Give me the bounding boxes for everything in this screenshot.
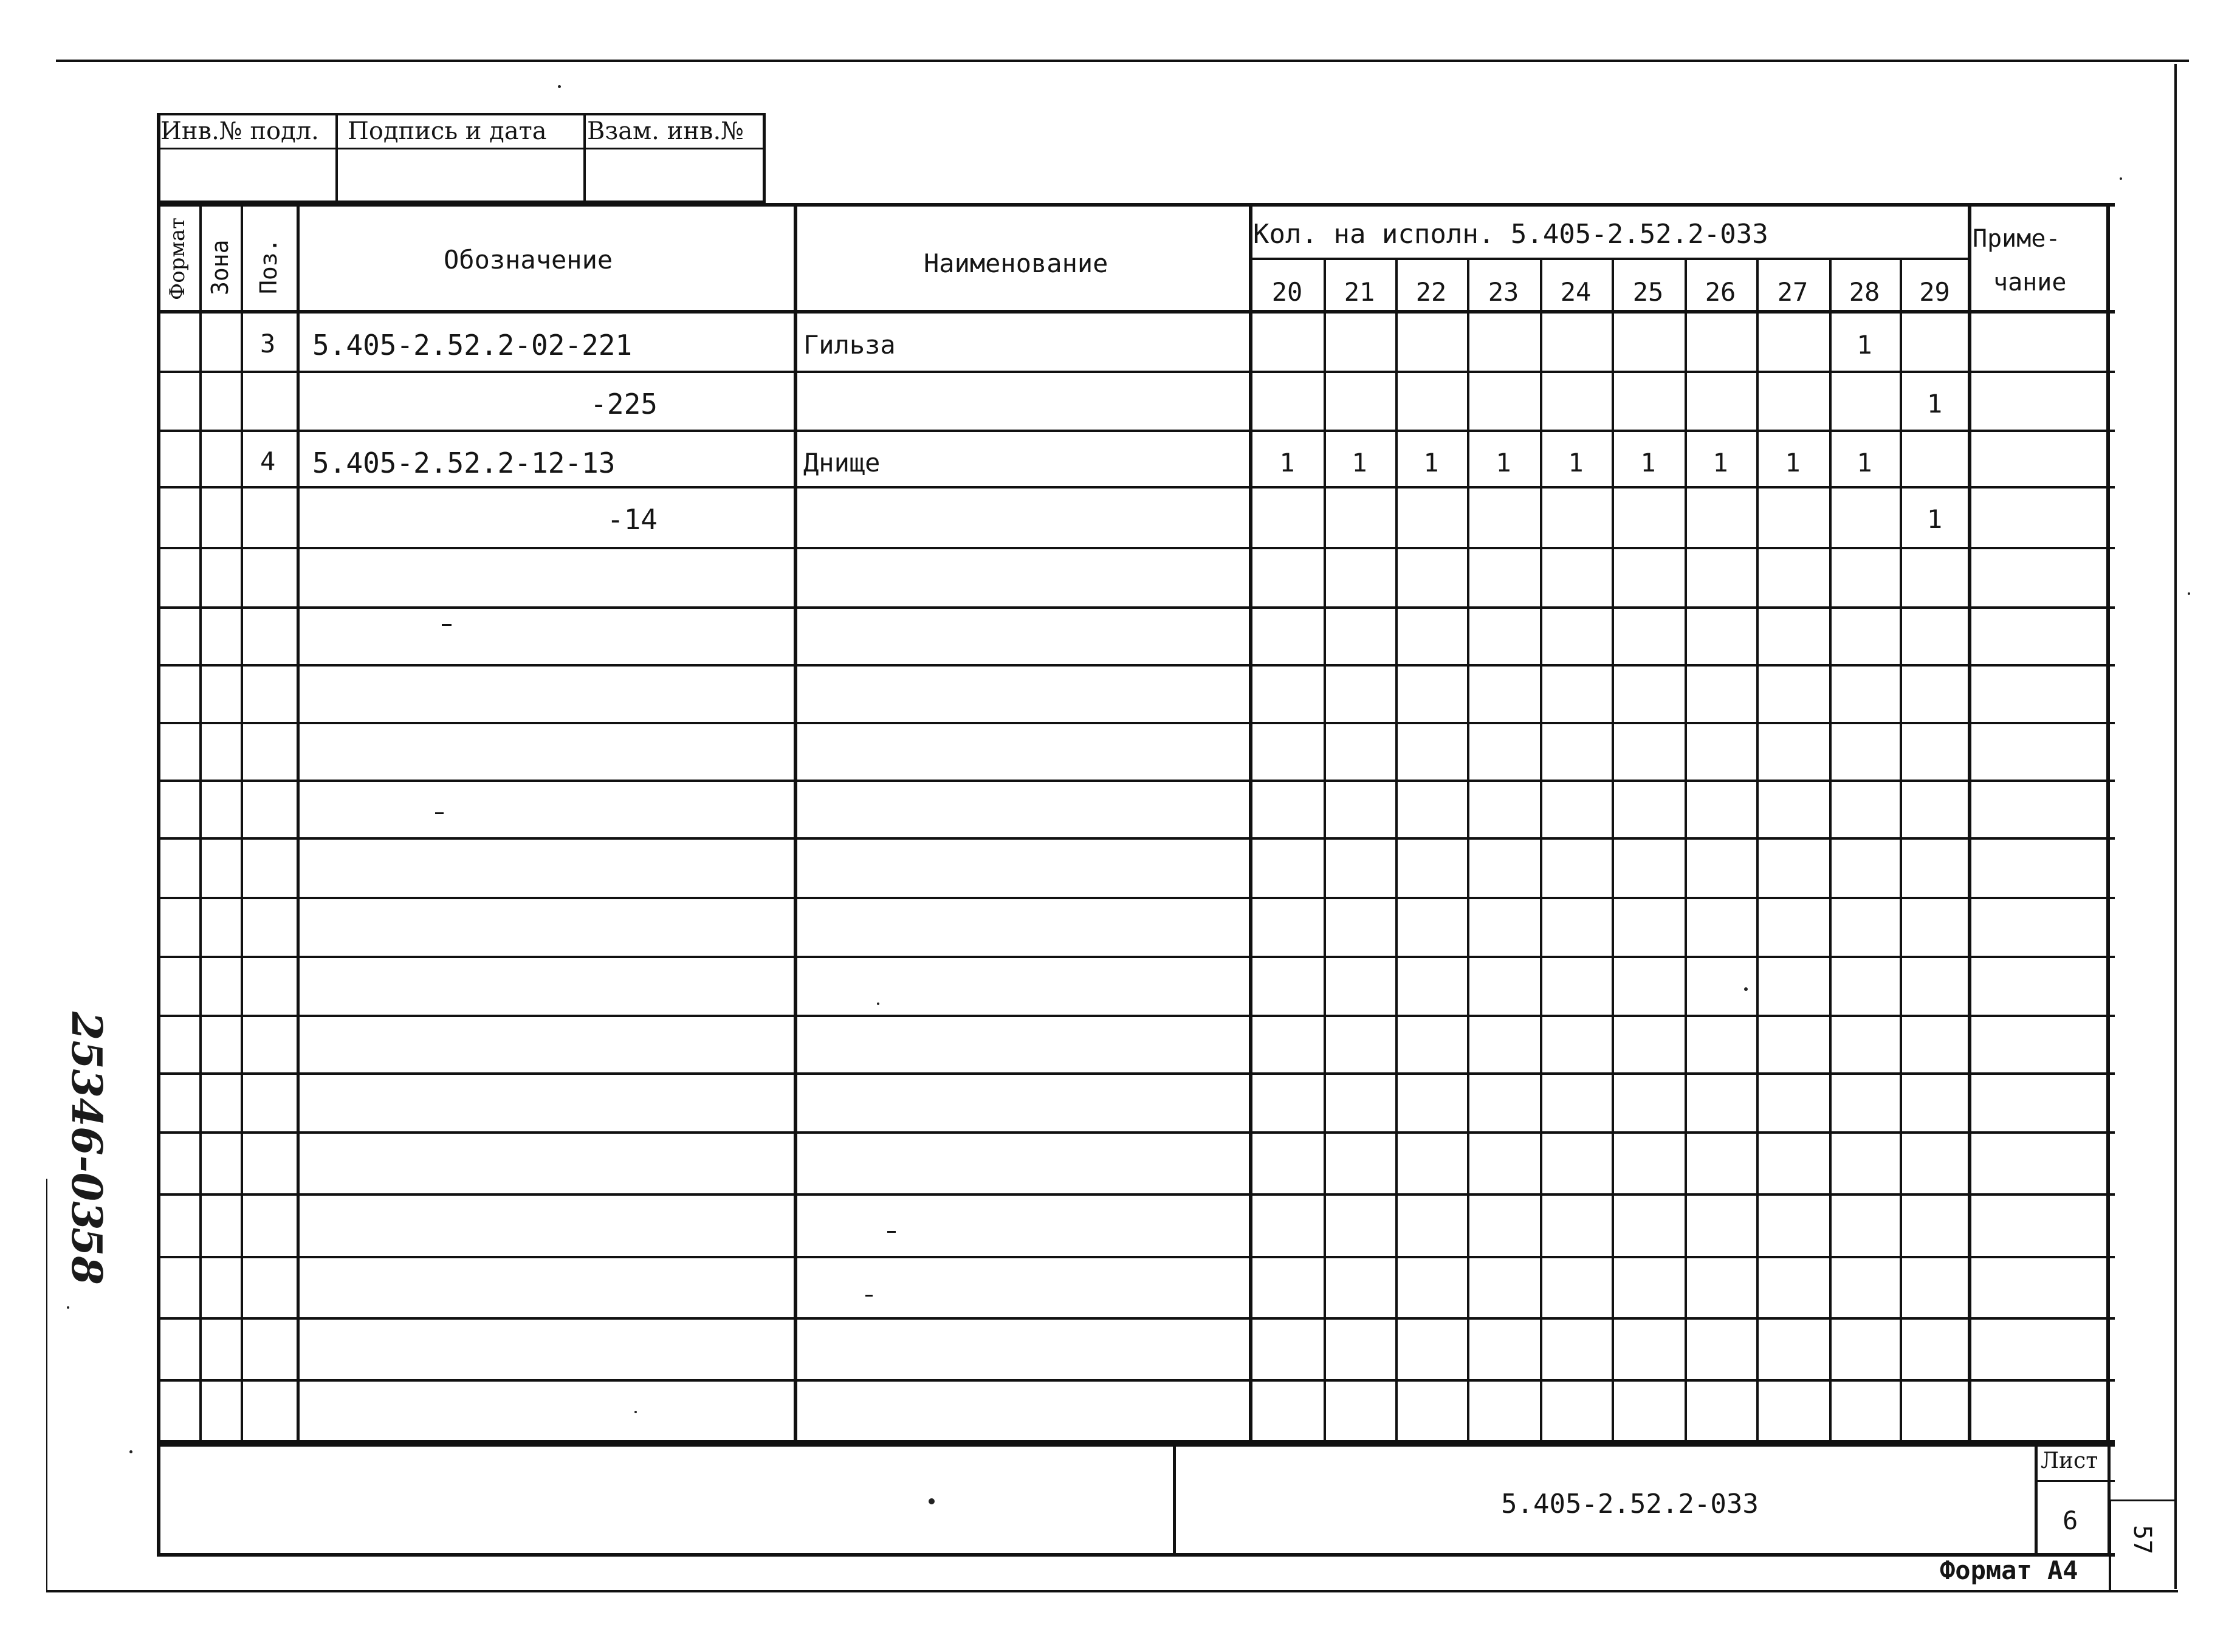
exec-column-header: 20 bbox=[1271, 277, 1303, 307]
row-designation: -14 bbox=[606, 503, 658, 536]
row-divider bbox=[157, 1131, 2115, 1134]
list-label: Лист bbox=[2041, 1448, 2098, 1473]
row-name: Днище bbox=[803, 448, 881, 478]
row-divider bbox=[157, 430, 2115, 432]
handwritten-code: 25346-03 bbox=[62, 1012, 111, 1230]
exec-column-header: 24 bbox=[1560, 277, 1592, 307]
exec-column-divider bbox=[1467, 258, 1469, 1442]
exec-column-divider bbox=[1685, 258, 1687, 1442]
exec-column-divider bbox=[1829, 258, 1832, 1442]
exec-column-header: 29 bbox=[1919, 277, 1950, 307]
header-prime-line1: Приме- bbox=[1973, 225, 2061, 253]
exec-column-header: 23 bbox=[1488, 277, 1519, 307]
row-divider bbox=[157, 547, 2115, 549]
exec-column-header: 25 bbox=[1632, 277, 1664, 307]
header-poz: Поз. bbox=[255, 238, 282, 294]
exec-column-divider bbox=[1612, 258, 1614, 1442]
handwritten-page: 58 bbox=[62, 1227, 111, 1285]
exec-column-divider bbox=[1900, 258, 1902, 1442]
exec-column-header: 26 bbox=[1705, 277, 1736, 307]
header-naimenovanie: Наименование bbox=[924, 248, 1108, 278]
row-divider bbox=[157, 897, 2115, 899]
bottom-border-line bbox=[46, 1590, 2178, 1592]
row-qty-cell: 1 bbox=[1423, 448, 1439, 478]
exec-column-header: 27 bbox=[1777, 277, 1809, 307]
row-divider bbox=[157, 837, 2115, 840]
row-divider bbox=[157, 1256, 2115, 1258]
exec-column-header: 28 bbox=[1849, 277, 1880, 307]
exec-column-divider bbox=[1324, 258, 1326, 1442]
row-qty-cell: 1 bbox=[1926, 504, 1943, 534]
row-qty-cell: 1 bbox=[1926, 389, 1943, 419]
exec-column-divider bbox=[1540, 258, 1542, 1442]
header-zona: Зона bbox=[207, 239, 233, 295]
row-poz: 4 bbox=[260, 447, 276, 476]
row-qty-cell: 1 bbox=[1857, 330, 1872, 360]
stamp-inv-podl-label: Инв.№ подл. bbox=[160, 117, 319, 145]
page-number: 57 bbox=[2128, 1525, 2156, 1555]
row-divider bbox=[157, 371, 2115, 373]
row-qty-cell: 1 bbox=[1496, 448, 1511, 478]
top-border-line bbox=[56, 60, 2189, 62]
exec-column-header: 22 bbox=[1415, 277, 1447, 307]
exec-column-divider bbox=[1756, 258, 1759, 1442]
row-designation: 5.405-2.52.2-02-221 bbox=[312, 329, 633, 362]
row-designation: -225 bbox=[590, 388, 658, 420]
document-code: 5.405-2.52.2-033 bbox=[1501, 1489, 1759, 1520]
header-prime-line2: чание bbox=[1993, 269, 2067, 296]
row-divider bbox=[157, 722, 2115, 724]
row-qty-cell: 1 bbox=[1279, 448, 1295, 478]
format-label: Формат А4 bbox=[1940, 1555, 2078, 1585]
row-qty-cell: 1 bbox=[1568, 448, 1584, 478]
exec-column-divider bbox=[1395, 258, 1398, 1442]
row-divider bbox=[157, 664, 2115, 667]
header-format: Формат bbox=[165, 218, 190, 300]
stamp-podpis-data-label: Подпись и дата bbox=[348, 117, 547, 145]
row-divider bbox=[157, 1072, 2115, 1075]
header-kol-label: Кол. на исполн. 5.405-2.52.2-033 bbox=[1253, 219, 1768, 250]
list-number: 6 bbox=[2063, 1506, 2078, 1535]
header-oboznachenie: Обозначение bbox=[444, 245, 613, 275]
row-divider bbox=[157, 486, 2115, 488]
row-qty-cell: 1 bbox=[1857, 448, 1872, 478]
row-divider bbox=[157, 1317, 2115, 1320]
stamp-vzam-inv-label: Взам. инв.№ bbox=[587, 117, 744, 145]
row-name: Гильза bbox=[803, 330, 896, 360]
row-designation: 5.405-2.52.2-12-13 bbox=[312, 447, 616, 479]
row-divider bbox=[157, 956, 2115, 958]
row-qty-cell: 1 bbox=[1352, 448, 1367, 478]
exec-column-header: 21 bbox=[1344, 277, 1375, 307]
row-divider bbox=[157, 1015, 2115, 1017]
row-qty-cell: 1 bbox=[1785, 448, 1801, 478]
right-border-line bbox=[2174, 64, 2177, 1589]
row-divider bbox=[157, 1193, 2115, 1196]
left-border-line bbox=[46, 1179, 47, 1592]
row-divider bbox=[157, 606, 2115, 609]
row-divider bbox=[157, 1379, 2115, 1382]
row-poz: 3 bbox=[260, 329, 276, 358]
row-qty-cell: 1 bbox=[1712, 448, 1728, 478]
row-divider bbox=[157, 780, 2115, 782]
row-qty-cell: 1 bbox=[1640, 448, 1656, 478]
